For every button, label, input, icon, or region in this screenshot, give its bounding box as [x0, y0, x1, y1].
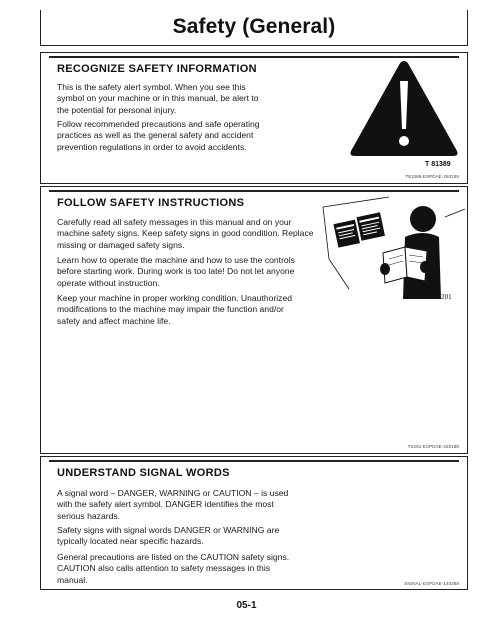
section-heading: UNDERSTAND SIGNAL WORDS	[57, 467, 230, 479]
paragraph: Carefully read all safety messages in this manual and on your machine safety signs. Keep safety signs in good condition. Replace missing or damaged safety signs.	[57, 217, 314, 250]
page-header	[40, 10, 468, 46]
figure-code: TS201-ESPDAE-260188	[407, 444, 459, 449]
page-number: 05-1	[236, 600, 257, 611]
figure-label: T 81389	[425, 161, 451, 168]
paragraph: Safety signs with signal words DANGER or WARNING are typically located near specific hazards.	[57, 525, 280, 547]
section-heading: RECOGNIZE SAFETY INFORMATION	[57, 63, 257, 75]
figure-label: TS201	[433, 293, 452, 301]
section-top-rule	[49, 460, 459, 462]
figure-code: SIGNAL-ESPDAE-140388	[404, 581, 459, 586]
section-signal-words	[40, 456, 468, 590]
page-title: Safety (General)	[172, 15, 336, 38]
paragraph: General precautions are listed on the CAUTION safety signs. CAUTION also calls attention to safety messages in this manual.	[57, 552, 290, 585]
section-recognize-safety	[40, 52, 468, 184]
safety-alert-symbol-icon	[347, 57, 461, 161]
person-reading-manual-icon	[319, 189, 467, 305]
section-heading: FOLLOW SAFETY INSTRUCTIONS	[57, 197, 245, 209]
paragraph: Follow recommended precautions and safe operating practices as well as the general safety and accident prevention regulations in order to avoid accidents.	[57, 119, 260, 152]
paragraph: Learn how to operate the machine and how to use the controls before starting work. During work is too late! Do not let anyone operate without instruction.	[57, 255, 295, 288]
paragraph: This is the safety alert symbol. When you see this symbol on your machine or in this manual, be alert to the potential for personal injury.	[57, 82, 259, 115]
paragraph: A signal word – DANGER, WARNING or CAUTION – is used with the safety alert symbol. DANGER identifies the most serious hazards.	[57, 488, 289, 521]
figure-code: T81389-ESPDAE-260188	[405, 174, 459, 179]
paragraph: Keep your machine in proper working condition. Unauthorized modifications to the machine may impair the function and/or safety and affect machine life.	[57, 293, 293, 326]
section-follow-instructions	[40, 186, 468, 454]
header-bottom-rule	[40, 45, 468, 46]
